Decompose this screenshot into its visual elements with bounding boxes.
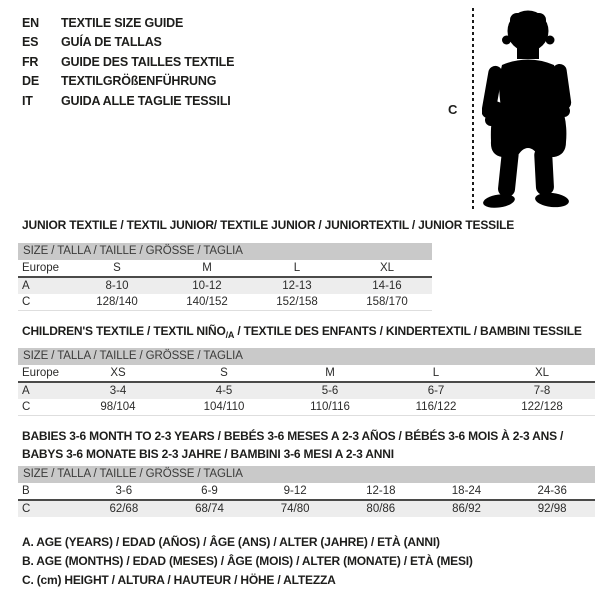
- table-row: [18, 260, 432, 278]
- cell: L: [432, 367, 440, 379]
- table-row: [18, 278, 432, 294]
- table-row: [18, 501, 595, 517]
- size-header-bar: SIZE / TALLA / TAILLE / GRÖSSE / TAGLIA: [18, 348, 595, 365]
- row-label: A: [22, 280, 30, 292]
- row-label: C: [22, 401, 31, 413]
- cell: 74/80: [280, 503, 310, 515]
- row-label: Europe: [22, 367, 60, 379]
- language-code: DE: [22, 74, 39, 89]
- cell: 92/98: [537, 503, 567, 515]
- cell: 14-16: [372, 280, 402, 292]
- table-row: [18, 383, 595, 399]
- cell: 12-13: [282, 280, 312, 292]
- cell: S: [220, 367, 228, 379]
- language-code: ES: [22, 35, 39, 50]
- cell: 24-36: [537, 485, 567, 497]
- cell: 9-12: [283, 485, 307, 497]
- language-title: GUIDE DES TAILLES TEXTILE: [61, 54, 235, 69]
- cell: M: [202, 262, 212, 274]
- table-row: [18, 294, 432, 311]
- cell: 152/158: [276, 296, 318, 308]
- cell: 8-10: [105, 280, 129, 292]
- row-label: A: [22, 385, 30, 397]
- language-row: [22, 16, 234, 35]
- junior-size-table: [18, 243, 432, 311]
- language-header: [22, 16, 234, 113]
- babies-title-line1: BABIES 3-6 MONTH TO 2-3 YEARS / BEBÉS 3-6 MESES A 2-3 AÑOS / BÉBÉS 3-6 MOIS À 2-3 ANS /: [22, 429, 564, 443]
- cell: 10-12: [192, 280, 222, 292]
- table-row: [18, 483, 595, 501]
- cell: 7-8: [533, 385, 551, 397]
- language-row: [22, 35, 234, 54]
- cell: XS: [110, 367, 126, 379]
- cell: S: [113, 262, 121, 274]
- row-label: Europe: [22, 262, 60, 274]
- row-label: C: [22, 296, 31, 308]
- height-measure-label: C: [448, 102, 458, 117]
- toddler-silhouette-image: [482, 9, 572, 209]
- cell: 62/68: [109, 503, 139, 515]
- language-title: TEXTILE SIZE GUIDE: [61, 16, 184, 30]
- language-row: [22, 94, 234, 113]
- cell: 86/92: [452, 503, 481, 515]
- row-label: B: [22, 485, 30, 497]
- babies-section-title: [22, 429, 563, 465]
- cell: 18-24: [451, 485, 482, 497]
- cell: 4-5: [215, 385, 233, 397]
- children-size-table: [18, 348, 595, 416]
- babies-title-line2: BABYS 3-6 MONATE BIS 2-3 JAHRE / BAMBINI 3-6 MESI A 2-3 ANNI: [22, 447, 394, 461]
- cell: 80/86: [366, 503, 396, 515]
- cell: 158/170: [366, 296, 408, 308]
- language-title: GUÍA DE TALLAS: [61, 35, 162, 50]
- children-title-subscript: /A: [225, 329, 235, 340]
- footnote-a: A. AGE (YEARS) / EDAD (AÑOS) / ÂGE (ANS) / ALTER (JAHRE) / ETÀ (ANNI): [22, 535, 440, 549]
- cell: 104/110: [203, 401, 245, 413]
- language-code: EN: [22, 16, 39, 30]
- cell: 128/140: [96, 296, 138, 308]
- cell: XL: [534, 367, 550, 379]
- cell: XL: [379, 262, 395, 274]
- babies-size-table: [18, 466, 595, 517]
- size-header-bar: SIZE / TALLA / TAILLE / GRÖSSE / TAGLIA: [18, 466, 595, 483]
- junior-section-title: JUNIOR TEXTILE / TEXTIL JUNIOR/ TEXTILE JUNIOR / JUNIORTEXTIL / JUNIOR TESSILE: [22, 218, 515, 232]
- language-row: [22, 74, 234, 93]
- footnotes: [22, 535, 473, 592]
- language-row: [22, 55, 234, 74]
- table-row: [18, 399, 595, 416]
- cell: 3-4: [109, 385, 127, 397]
- cell: M: [325, 367, 335, 379]
- cell: 12-18: [366, 485, 396, 497]
- row-label: C: [22, 503, 31, 515]
- language-code: IT: [22, 93, 33, 108]
- height-measure-line: [472, 8, 474, 209]
- cell: 68/74: [195, 503, 224, 515]
- cell: 122/128: [521, 401, 563, 413]
- children-section-title: [22, 324, 582, 338]
- children-title-text: / TEXTILE DES ENFANTS / KINDERTEXTIL / BAMBINI TESSILE: [234, 324, 582, 338]
- table-row: [18, 365, 595, 383]
- cell: 6-7: [427, 385, 445, 397]
- cell: 98/104: [100, 401, 136, 413]
- footnote-c: C. (cm) HEIGHT / ALTURA / HAUTEUR / HÖHE / ALTEZZA: [22, 573, 336, 587]
- cell: 110/116: [310, 401, 350, 413]
- cell: 140/152: [186, 296, 228, 308]
- size-header-bar: SIZE / TALLA / TAILLE / GRÖSSE / TAGLIA: [18, 243, 432, 260]
- language-title: TEXTILGRÖßENFÜHRUNG: [61, 74, 217, 89]
- cell: 3-6: [115, 485, 133, 497]
- cell: 6-9: [201, 485, 218, 497]
- cell: 5-6: [321, 385, 339, 397]
- cell: L: [293, 262, 301, 274]
- language-code: FR: [22, 54, 39, 69]
- footnote-b: B. AGE (MONTHS) / EDAD (MESES) / ÂGE (MOIS) / ALTER (MONATE) / ETÀ (MESI): [22, 554, 473, 568]
- cell: 116/122: [415, 401, 457, 413]
- language-title: GUIDA ALLE TAGLIE TESSILI: [61, 93, 231, 108]
- children-title-text: CHILDREN'S TEXTILE / TEXTIL NIÑO: [22, 324, 226, 338]
